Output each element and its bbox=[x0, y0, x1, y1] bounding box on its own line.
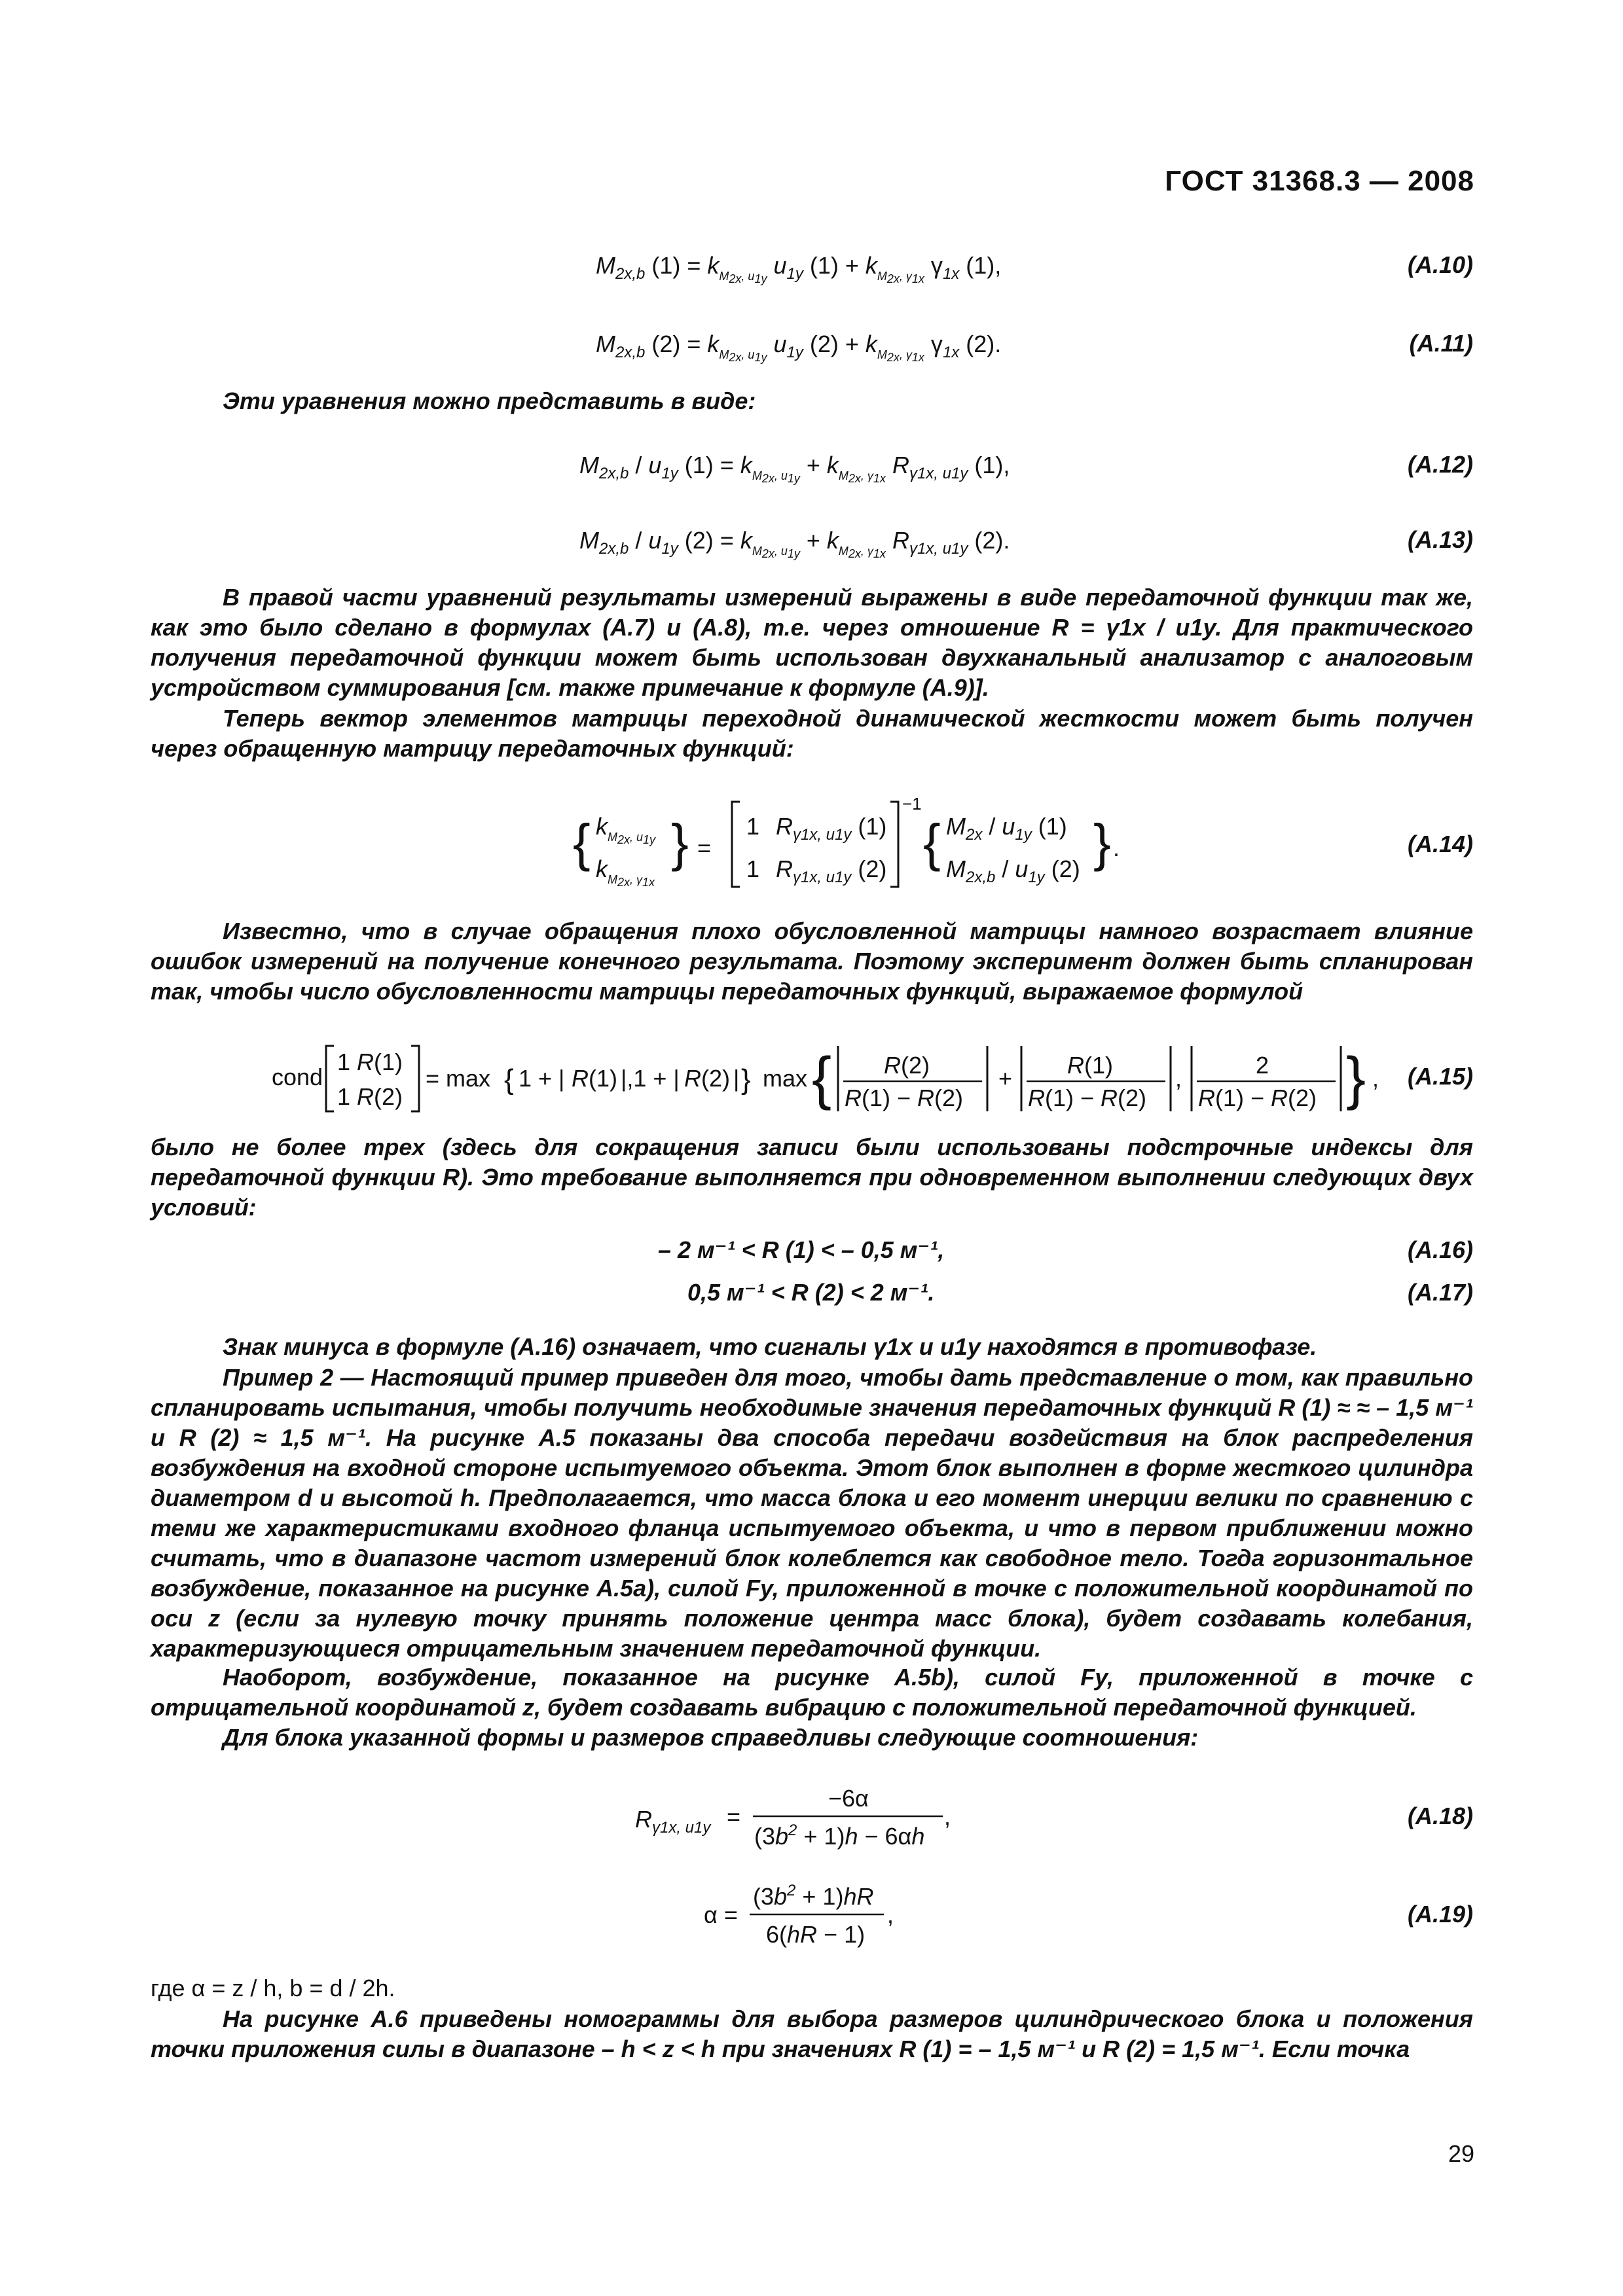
svg-text:M2x,b / u1y (2) = kM2x, u1y +: $M_{2x,b} / u_{1y}$ $(2) = k_M2x$, $u1y + k_M2x$, γ1x $R_{\gamma 1x, u1y}$ (2). bbox=[579, 527, 1010, 560]
svg-text:R(2): R(2) bbox=[884, 1052, 930, 1079]
equation-a13-formula bbox=[151, 511, 1264, 569]
equation-a14 bbox=[151, 789, 1473, 900]
equation-a18-formula bbox=[151, 1774, 1264, 1859]
paragraph-represent: Эти уравнения можно представить в виде: bbox=[223, 387, 756, 414]
svg-text:R(2): R(2) bbox=[684, 1065, 730, 1092]
equation-a14-formula bbox=[151, 789, 1329, 900]
equation-a17-formula: 0,5 м⁻¹ < R (2) < 2 м⁻¹. bbox=[687, 1279, 935, 1306]
svg-text:kM2x, u1y: $k_M2x$, u1y bbox=[596, 813, 656, 846]
svg-text:M2x / u1y (1): $M_{2x} / u_{1y}$ (1) bbox=[946, 813, 1067, 844]
svg-text:1 + |: 1 + | bbox=[519, 1065, 565, 1092]
paragraph-right-part: В правой части уравнений результаты измерений выражены в виде передаточной функции так же, как это было сделано в формулах (A.7) и (A.8), т.е. через отношение R = γ1x / u1y. Для практического получения передаточной функции может быть использован двухканальный анализатор с аналоговым устройством суммирования [см. также примечание к формуле (A.9)]. bbox=[151, 584, 1473, 701]
svg-text:max: max bbox=[763, 1065, 808, 1092]
svg-text:}: } bbox=[1346, 1046, 1366, 1111]
equation-a12 bbox=[151, 435, 1473, 494]
svg-text:|: | bbox=[733, 1065, 740, 1092]
svg-text:|,1 + |: |,1 + | bbox=[621, 1065, 680, 1092]
svg-text:}: } bbox=[741, 1064, 751, 1096]
equation-a10-formula bbox=[151, 236, 1264, 295]
svg-text:{: { bbox=[573, 814, 591, 872]
equation-a16 bbox=[151, 1230, 1473, 1270]
svg-text:(3b2 + 1)h − 6αh: $(3b^2 + 1)h - 6\alpha h$ bbox=[754, 1821, 925, 1850]
paragraph-where: где α = z / h, b = d / 2h. bbox=[151, 1975, 395, 2001]
svg-text:−1: −1 bbox=[902, 794, 922, 814]
svg-text:R(1): R(1) bbox=[1067, 1052, 1113, 1079]
paragraph-vector: Теперь вектор элементов матрицы переходной динамической жесткости может быть получен через обращенную матрицу передаточных функций: bbox=[151, 705, 1473, 762]
equation-number: (A.13) bbox=[1407, 526, 1473, 553]
equation-number: (A.12) bbox=[1407, 451, 1473, 478]
svg-text:R(1) − R(2): R(1) − R(2) bbox=[845, 1085, 964, 1111]
equation-a11-formula bbox=[151, 314, 1264, 373]
equation-number: (A.10) bbox=[1407, 251, 1473, 278]
paragraph-example2: Пример 2 — Настоящий пример приведен для того, чтобы дать представление о том, как правильно спланировать испытания, чтобы получить необходимые значения передаточных функций R (1) ≈ ≈ – 1,5 м⁻¹ и R (2) ≈ 1,5 м⁻¹. На рисунке A.5 показаны два способа передачи воздействия на блок распределения возбуждения на входной стороне испытуемого объекта. Этот блок выполнен в форме жесткого цилиндра диаметром d и высотой h. Предполагается, что масса блока и его момент инерции велики по сравнению с теми же характеристиками входного фланца испытуемого объекта, и что в первом приближении можно считать, что в диапазоне частот измерений блок колеблется как свободное тело. Тогда горизонтальное возбуждение, показанное на рисунке A.5a), силой Fy, приложенной в точке с положительной координатой по оси z (если за нулевую точку принять положение центра масс блока), будет создавать колебания, характеризующиеся отрицательным значением передаточной функции. bbox=[151, 1364, 1473, 1662]
equation-a19 bbox=[151, 1872, 1473, 1957]
svg-text:kM2x, γ1x: $k_M2x$, γ1x bbox=[596, 855, 655, 889]
equation-number: (A.16) bbox=[1407, 1236, 1473, 1263]
equation-number: (A.17) bbox=[1407, 1279, 1473, 1306]
svg-text:(3b2 + 1)hR: $(3b^2 + 1)hR$ bbox=[753, 1882, 874, 1910]
equation-number: (A.14) bbox=[1407, 831, 1473, 857]
svg-text:{: { bbox=[504, 1064, 514, 1096]
svg-text:=: = bbox=[697, 834, 712, 861]
svg-text:1: 1 bbox=[746, 813, 760, 840]
equation-a15 bbox=[151, 1034, 1473, 1119]
svg-text:{: { bbox=[812, 1046, 832, 1111]
svg-text:1: 1 bbox=[746, 855, 760, 882]
paragraph-no-more: было не более трех (здесь для сокращения записи были использованы подстрочные индексы для передаточной функции R). Это требование выполняется при одновременном выполнении следующих двух условий: bbox=[151, 1134, 1473, 1221]
equation-number: (A.18) bbox=[1407, 1803, 1473, 1829]
svg-text:M2x,b / u1y (2): $M_{2x,b} / u_{1y}$ (2) bbox=[946, 855, 1080, 886]
svg-text:R(1) − R(2): R(1) − R(2) bbox=[1198, 1085, 1317, 1111]
svg-text:2: 2 bbox=[1256, 1052, 1269, 1079]
svg-text:=: = bbox=[727, 1803, 741, 1830]
equation-a10 bbox=[151, 236, 1473, 295]
equation-a13 bbox=[151, 511, 1473, 569]
equation-a11 bbox=[151, 314, 1473, 373]
equation-a17 bbox=[151, 1273, 1473, 1312]
svg-text:R(1) − R(2): R(1) − R(2) bbox=[1028, 1085, 1147, 1111]
svg-text:,: , bbox=[887, 1901, 894, 1928]
equation-number: (A.15) bbox=[1407, 1063, 1473, 1090]
document-id: ГОСТ 31368.3 — 2008 bbox=[1165, 165, 1474, 197]
svg-text:1 R(2): 1 R(2) bbox=[337, 1083, 403, 1110]
svg-text:Rγ1x, u1y: $R_{\gamma 1x, u1y}$ bbox=[635, 1806, 711, 1837]
svg-text:{: { bbox=[923, 814, 941, 872]
svg-text:M2x,b (1) = kM2x, u1y u1y (1): $M_{2x,b}$ $(1) = k_M2x$, u1y $u_{1y}$ $(1) + k_M2x$, γ1x $\gamma_{1x}$ (1), bbox=[596, 252, 1002, 285]
svg-text:+: + bbox=[998, 1065, 1013, 1092]
svg-text:Rγ1x, u1y (2): $R_{\gamma 1x, u1y}$ (2) bbox=[776, 855, 887, 886]
svg-text:= max: = max bbox=[426, 1065, 491, 1092]
paragraph-sign: Знак минуса в формуле (A.16) означает, что сигналы γ1x и u1y находятся в противофазе. bbox=[223, 1333, 1317, 1360]
paragraph-block: Для блока указанной формы и размеров справедливы следующие соотношения: bbox=[223, 1724, 1199, 1751]
paragraph-fig6: На рисунке A.6 приведены номограммы для выбора размеров цилиндрического блока и положения точки приложения силы в диапазоне – h < z < h при значениях R (1) = – 1,5 м⁻¹ и R (2) = 1,5 м⁻¹. Если точка bbox=[151, 2005, 1473, 2062]
paragraph-known: Известно, что в случае обращения плохо обусловленной матрицы намного возрастает влияние ошибок измерений на получение конечного результата. Поэтому эксперимент должен быть спланирован так, чтобы число обусловленности матрицы передаточных функций, выражаемое формулой bbox=[151, 918, 1473, 1005]
svg-text:M2x,b / u1y (1) = kM2x, u1y +: $M_{2x,b} / u_{1y}$ $(1) = k_M2x$, $u1y + k_M2x$, γ1x $R_{\gamma 1x, u1y}$ (1), bbox=[579, 452, 1010, 485]
svg-text:α =: α = bbox=[704, 1901, 738, 1928]
svg-text:Rγ1x, u1y (1): $R_{\gamma 1x, u1y}$ (1) bbox=[776, 813, 887, 844]
svg-text:,: , bbox=[1175, 1065, 1182, 1092]
equation-a18 bbox=[151, 1774, 1473, 1859]
equation-a19-formula bbox=[151, 1872, 1264, 1957]
svg-text:,: , bbox=[944, 1803, 951, 1830]
page-number: 29 bbox=[1448, 2140, 1474, 2167]
svg-text:,: , bbox=[1372, 1065, 1379, 1092]
equation-number: (A.19) bbox=[1407, 1901, 1473, 1928]
equation-a16-formula: – 2 м⁻¹ < R (1) < – 0,5 м⁻¹, bbox=[658, 1236, 945, 1263]
svg-text:1 R(1): 1 R(1) bbox=[337, 1049, 403, 1075]
svg-text:cond: cond bbox=[272, 1064, 323, 1090]
svg-text:}: } bbox=[1093, 814, 1111, 872]
equation-a12-formula bbox=[151, 435, 1264, 494]
svg-text:6(hR − 1): 6(hR − 1) bbox=[766, 1921, 866, 1948]
svg-text:}: } bbox=[671, 814, 689, 872]
svg-text:M2x,b (2) = kM2x, u1y u1y (2): $M_{2x,b}$ $(2) = k_M2x$, u1y $u_{1y}$ $(2) + k_M2x$, γ1x $\gamma_{1x}$ (2). bbox=[596, 331, 1002, 364]
svg-text:R(1): R(1) bbox=[572, 1065, 617, 1092]
equation-a15-formula bbox=[151, 1034, 1395, 1119]
svg-text:.: . bbox=[1113, 834, 1120, 861]
svg-text:−6α: −6α bbox=[828, 1785, 869, 1812]
equation-number: (A.11) bbox=[1409, 330, 1473, 357]
paragraph-conversely: Наоборот, возбуждение, показанное на рисунке A.5b), силой Fy, приложенной в точке с отрицательной координатой z, будет создавать вибрацию с положительной передаточной функцией. bbox=[151, 1664, 1473, 1721]
